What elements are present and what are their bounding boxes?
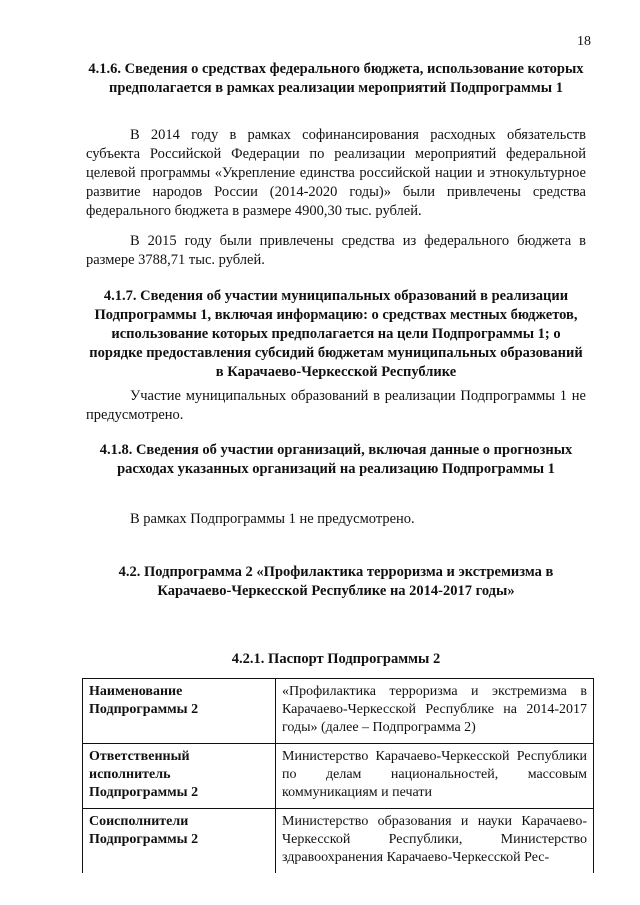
section-4-1-8-paragraph: В рамках Подпрограммы 1 не предусмотрено. (130, 511, 415, 527)
section-4-1-6-paragraph-1: В 2014 году в рамках софинансирования расходных обязательств субъекта Российской Федерации по реализации мероприятий федеральной целевой программы «Укрепление единства российской нации и этнокультурное развитие народов России (2014-2020 годы)» были привлечены средства федерального бюджета в размере 4900,30 тыс. рублей. (86, 127, 586, 219)
row-label-name: Наименование Подпрограммы 2 (83, 679, 276, 744)
table-row (83, 809, 594, 874)
section-4-1-7-paragraph: Участие муниципальных образований в реализации Подпрограммы 1 не предусмотрено. (86, 388, 586, 423)
section-4-1-7-heading: 4.1.7. Сведения об участии муниципальных образований в реализации Подпрограммы 1, включая информацию: о средствах местных бюджетов, использование которых предполагается на цели Подпрограммы 1; о порядке предоставления субсидий бюджетам муниципальных образований в Карачаево-Черкесской Республике (89, 288, 583, 380)
passport-table (82, 678, 594, 873)
row-value-executor: Министерство Карачаево-Черкесской Республики по делам национальностей, массовым коммуникациям и печати (276, 744, 594, 809)
section-4-1-8-heading: 4.1.8. Сведения об участии организаций, включая данные о прогнозных расходах указанных организаций на реализацию Подпрограммы 1 (99, 442, 573, 477)
page-number: 18 (577, 34, 591, 49)
section-4-2-1-heading: 4.2.1. Паспорт Подпрограммы 2 (231, 651, 441, 667)
row-value-coexecutors: Министерство образования и науки Карачаево-Черкесской Республики, Министерство здравоохранения Карачаево-Черкесской Рес- (276, 809, 594, 874)
section-4-1-6-paragraph-2: В 2015 году были привлечены средства из федерального бюджета в размере 3788,71 тыс. рублей. (86, 233, 586, 268)
row-label-coexecutors: Соисполнители Подпрограммы 2 (83, 809, 276, 874)
row-label-executor: Ответственный исполнитель Подпрограммы 2 (83, 744, 276, 809)
row-value-name: «Профилактика терроризма и экстремизма в Карачаево-Черкесской Республике на 2014-2017 годы» (далее – Подпрограмма 2) (276, 679, 594, 744)
table-row (83, 744, 594, 809)
section-4-1-6-heading: 4.1.6. Сведения о средствах федерального бюджета, использование которых предполагается в рамках реализации мероприятий Подпрограммы 1 (88, 61, 584, 96)
section-4-2-heading: 4.2. Подпрограмма 2 «Профилактика терроризма и экстремизма в Карачаево-Черкесской Республике на 2014-2017 годы» (118, 564, 554, 599)
table-row (83, 679, 594, 744)
